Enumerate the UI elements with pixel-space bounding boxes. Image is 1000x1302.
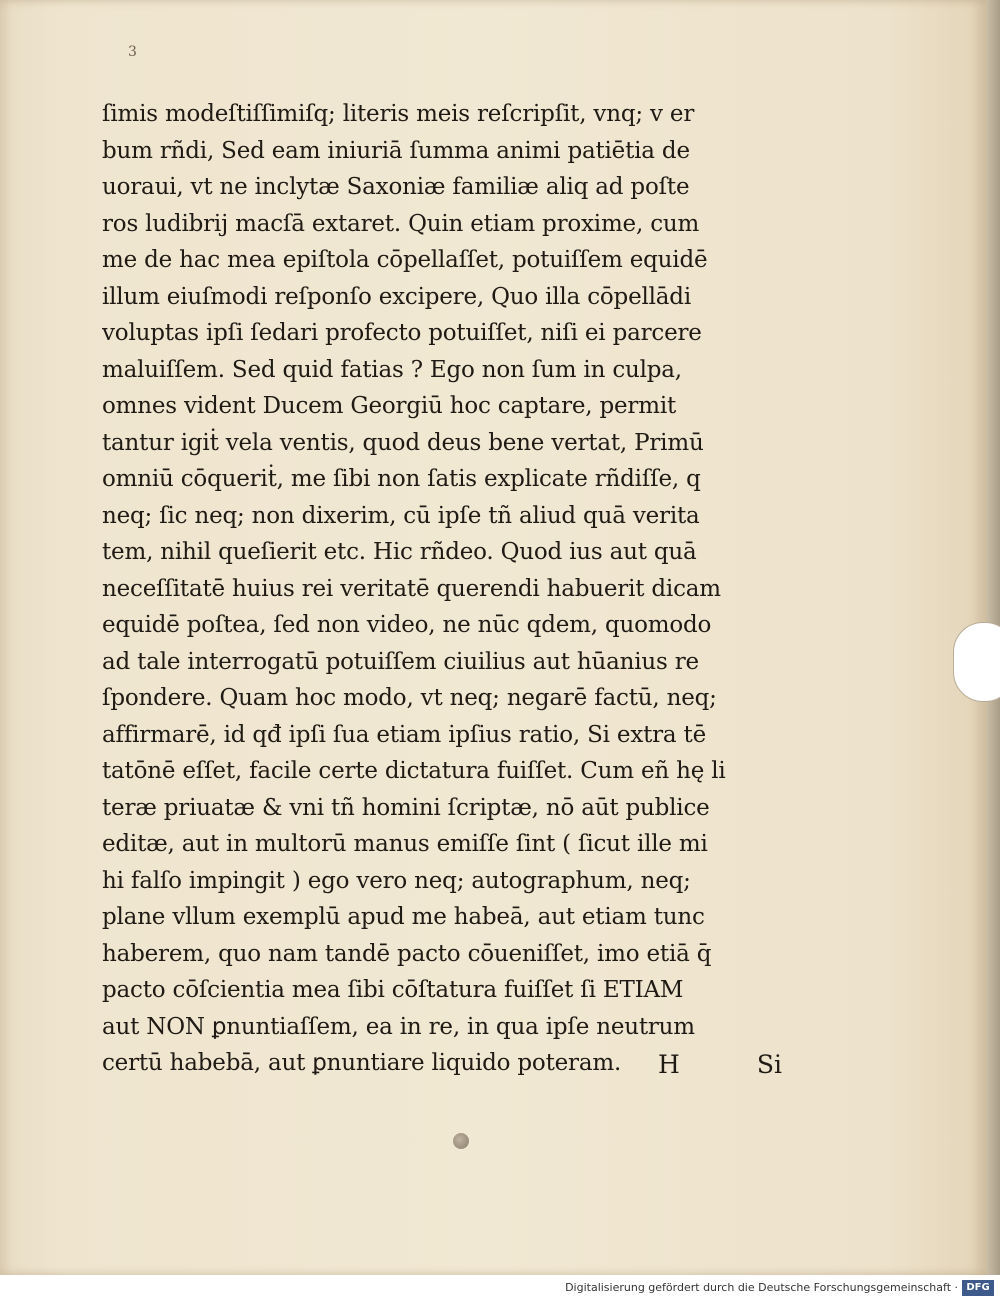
text-line: me de hac mea epiſtola cōpellaſſet, potuiſſem equidē: [102, 247, 708, 273]
text-line: tantur igiṫ vela ventis, quod deus bene vertat, Primū: [102, 429, 704, 456]
text-line: tem, nihil queſierit etc. Hic rñdeo. Quod ius aut quā: [102, 539, 697, 565]
text-line: bum rñdi, Sed eam iniuriā ſumma animi patiētia de: [102, 137, 690, 164]
dfg-logo: DFG: [962, 1280, 994, 1296]
text-line: ad tale interrogatū potuiſſem ciuilius aut hūanius re: [102, 648, 699, 675]
text-line: aut NON ꝑnuntiaſſem, ea in re, in qua ipſe neutrum: [102, 1013, 695, 1040]
text-line: uoraui, vt ne inclytæ Saxoniæ familiæ aliq ad poſte: [102, 174, 690, 200]
text-line: omnes vident Ducem Georgiū hoc captare, permit: [102, 393, 677, 419]
text-line: editæ, aut in multorū manus emiſſe ſint ( ſicut ille mi: [102, 831, 708, 857]
page-corner-mark: 3: [128, 44, 137, 60]
text-line: omniū cōqueriṫ, me ſibi non ſatis explicate rñdiſſe, q: [102, 466, 701, 492]
text-line: neceſſitatē huius rei veritatē querendi habuerit dicam: [102, 575, 721, 602]
text-line: certū habebā, aut ꝑnuntiare liquido poteram.: [102, 1050, 622, 1076]
funding-credit: Digitalisierung gefördert durch die Deutsche Forschungsgemeinschaft ·: [565, 1281, 958, 1294]
text-line: plane vllum exemplū apud me habeā, aut etiam tunc: [102, 904, 705, 930]
text-line: affirmarē, id qđ ipſi ſua etiam ipſius ratio, Si extra tē: [102, 721, 707, 748]
text-line: neq; ſic neq; non dixerim, cū ipſe tñ aliud quā verita: [102, 502, 700, 529]
text-line: tatōnē eſſet, facile certe dictatura fuiſſet. Cum eñ hę li: [102, 758, 726, 784]
footer-bar: [0, 1275, 1000, 1302]
paper-hole: [453, 1133, 469, 1149]
text-line: hi falſo impingit ) ego vero neq; autographum, neq;: [102, 867, 691, 894]
text-line: voluptas ipſi ſedari profecto potuiſſet, niſi ei parcere: [102, 320, 702, 346]
text-line: illum eiuſmodi reſponſo excipere, Quo illa cōpellādi: [102, 283, 691, 310]
text-line: equidē poſtea, ſed non video, ne nūc qdem, quomodo: [102, 612, 712, 638]
signature-mark: H: [658, 1050, 680, 1079]
text-line: ros ludibrij macſā extaret. Quin etiam proxime, cum: [102, 210, 700, 237]
text-line: maluiſſem. Sed quid fatias ? Ego non ſum in culpa,: [102, 356, 682, 383]
catchword: Si: [756, 1050, 782, 1079]
text-line: teræ priuatæ & vni tñ homini ſcriptæ, nō aūt publice: [102, 794, 710, 821]
catchline: [658, 1050, 782, 1090]
text-block: [102, 96, 782, 1082]
text-line: ſimis modeſtiſſimiſq; literis meis reſcripſit, vnq; v er: [102, 101, 695, 127]
thumb-tab-notch: [953, 622, 1000, 702]
text-line: pacto cōſcientia mea ſibi cōſtatura fuiſſet ſi ETIAM: [102, 977, 684, 1003]
text-line: ſpondere. Quam hoc modo, vt neq; negarē factū, neq;: [102, 685, 717, 711]
text-line: haberem, quo nam tandē pacto cōueniſſet, imo etiā q̄: [102, 940, 712, 967]
